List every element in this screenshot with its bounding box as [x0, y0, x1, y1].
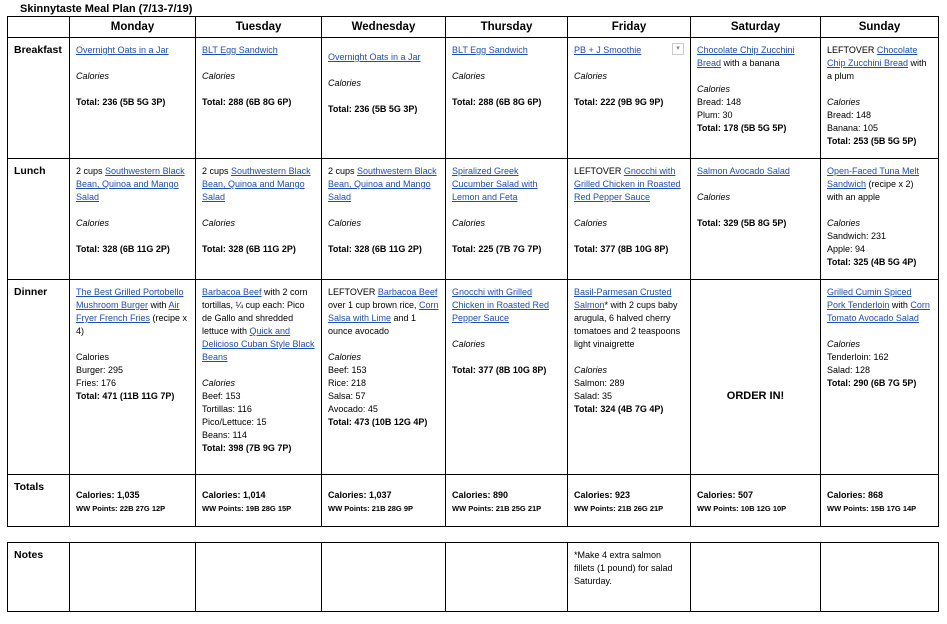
dinner-thursday: [446, 280, 568, 475]
notes-saturday: [691, 543, 821, 612]
row-header-lunch: Lunch: [8, 159, 70, 280]
day-header: Wednesday: [322, 17, 446, 38]
calories-label: Calories: [574, 71, 608, 81]
meal-note: over 1 cup brown rice,: [328, 300, 420, 310]
corner-cell: [8, 17, 70, 38]
dinner-sunday: [821, 280, 939, 475]
meal-total: Total: 471 (11B 11G 7P): [76, 391, 175, 401]
day-calories: Calories: 507: [697, 490, 754, 500]
meal-total: Total: 377 (8B 10G 8P): [574, 244, 669, 254]
calorie-line: Beef: 153: [328, 365, 367, 375]
header-row: [8, 17, 939, 38]
calories-label: Calories: [76, 218, 110, 228]
breakfast-sunday: [821, 38, 939, 159]
ww-points: WW Points: 19B 28G 15P: [202, 504, 292, 513]
calorie-line: Salad: 35: [574, 391, 613, 401]
day-calories: Calories: 923: [574, 490, 631, 500]
leftover-prefix: LEFTOVER: [328, 287, 378, 297]
ww-points: WW Points: 21B 28G 9P: [328, 504, 414, 513]
calories-label: Calories: [827, 218, 861, 228]
calories-label: Calories: [452, 339, 486, 349]
meal-note: (recipe x 4): [76, 313, 188, 336]
calories-label: Calories: [452, 218, 486, 228]
lunch-monday: [70, 159, 196, 280]
recipe-link[interactable]: Chocolate Chip Zucchini Bread: [697, 45, 795, 68]
calories-label: Calories: [574, 218, 608, 228]
day-header: Thursday: [446, 17, 568, 38]
recipe-link[interactable]: Open-Faced Tuna Melt Sandwich: [827, 166, 920, 189]
calories-label: Calories: [827, 339, 861, 349]
recipe-link[interactable]: BLT Egg Sandwich: [452, 45, 528, 55]
ww-points: WW Points: 22B 27G 12P: [76, 504, 166, 513]
totals-tuesday: [196, 475, 322, 527]
calories-label: Calories: [202, 218, 236, 228]
recipe-link[interactable]: Overnight Oats in a Jar: [328, 52, 421, 62]
meal-total: Total: 236 (5B 5G 3P): [328, 104, 418, 114]
lunch-wednesday: [322, 159, 446, 280]
lunch-tuesday: [196, 159, 322, 280]
dinner-tuesday: [196, 280, 322, 475]
recipe-link[interactable]: Spiralized Greek Cucumber Salad with Lemon and Feta: [452, 166, 538, 202]
breakfast-wednesday: [322, 38, 446, 159]
breakfast-saturday: [691, 38, 821, 159]
meal-total: Total: 288 (6B 8G 6P): [452, 97, 542, 107]
meal-total: Total: 473 (10B 12G 4P): [328, 417, 428, 427]
recipe-link[interactable]: Chocolate Chip Zucchini Bread: [827, 45, 918, 68]
day-header: Friday: [568, 17, 691, 38]
meal-total: Total: 398 (7B 9G 7P): [202, 443, 292, 453]
meal-total: Total: 325 (4B 5G 4P): [827, 257, 917, 267]
leftover-prefix: LEFTOVER: [827, 45, 877, 55]
meal-note: with: [148, 300, 169, 310]
dinner-row: [8, 280, 939, 475]
meal-note: with 2 corn tortillas, ¼ cup each: Pico de Gallo and shredded lettuce with: [202, 287, 308, 336]
day-calories: Calories: 868: [827, 490, 884, 500]
calories-label: Calories: [328, 352, 362, 362]
breakfast-thursday: [446, 38, 568, 159]
meal-note: with a plum: [827, 58, 927, 81]
meal-total: Total: 288 (6B 8G 6P): [202, 97, 292, 107]
calorie-line: Tenderloin: 162: [827, 352, 889, 362]
meal-note: * with 2 cups baby arugula, 6 halved cherry tomatoes and 2 teaspoons light vinaigrette: [574, 300, 681, 349]
calorie-line: Bread: 148: [697, 97, 742, 107]
calorie-line: Avocado: 45: [328, 404, 378, 414]
meal-total: Total: 328 (6B 11G 2P): [76, 244, 170, 254]
calories-label: Calories: [202, 71, 236, 81]
lunch-saturday: [691, 159, 821, 280]
row-header-totals: Totals: [8, 475, 70, 527]
calories-label: Calories: [827, 97, 861, 107]
meal-total: Total: 328 (6B 11G 2P): [202, 244, 296, 254]
calorie-line: Banana: 105: [827, 123, 879, 133]
totals-wednesday: [322, 475, 446, 527]
recipe-link[interactable]: Barbacoa Beef: [202, 287, 262, 297]
meal-note: with: [889, 300, 911, 310]
ww-points: WW Points: 10B 12G 10P: [697, 504, 787, 513]
chevron-down-icon[interactable]: ▾: [672, 43, 684, 55]
meal-total: Total: 377 (8B 10G 8P): [452, 365, 547, 375]
day-header: Monday: [70, 17, 196, 38]
recipe-link[interactable]: Grilled Cumin Spiced Pork Tenderloin: [827, 287, 912, 310]
notes-sunday: [821, 543, 939, 612]
meal-total: Total: 253 (5B 5G 5P): [827, 136, 917, 146]
day-calories: Calories: 1,035: [76, 490, 140, 500]
calories-label: Calories: [202, 378, 236, 388]
meal-total: Total: 290 (6B 7G 5P): [827, 378, 917, 388]
order-in-cell: ORDER IN!: [691, 280, 821, 475]
totals-thursday: [446, 475, 568, 527]
lunch-thursday: [446, 159, 568, 280]
lunch-friday: [568, 159, 691, 280]
totals-sunday: [821, 475, 939, 527]
meal-total: Total: 222 (9B 9G 9P): [574, 97, 664, 107]
meal-total: Total: 324 (4B 7G 4P): [574, 404, 664, 414]
calories-label: Calories: [574, 365, 608, 375]
day-header: Tuesday: [196, 17, 322, 38]
calories-label: Calories: [328, 78, 362, 88]
calorie-line: Sandwich: 231: [827, 231, 887, 241]
meal-total: Total: 236 (5B 5G 3P): [76, 97, 166, 107]
dinner-friday: [568, 280, 691, 475]
day-calories: Calories: 890: [452, 490, 509, 500]
calories-label: Calories: [76, 352, 110, 362]
dinner-wednesday: [322, 280, 446, 475]
day-calories: Calories: 1,014: [202, 490, 266, 500]
notes-thursday: [446, 543, 568, 612]
calorie-line: Beans: 114: [202, 430, 247, 440]
breakfast-tuesday: [196, 38, 322, 159]
breakfast-row: [8, 38, 939, 159]
recipe-link[interactable]: Gnocchi with Grilled Chicken in Roasted Red Pepper Sauce: [452, 287, 550, 323]
calorie-line: Plum: 30: [697, 110, 733, 120]
calorie-line: Salmon: 289: [574, 378, 625, 388]
calorie-line: Tortillas: 116: [202, 404, 252, 414]
calories-label: Calories: [697, 192, 731, 202]
recipe-link[interactable]: Gnocchi with Grilled Chicken in Roasted Red Pepper Sauce: [574, 166, 681, 202]
meal-note: and 1 ounce avocado: [328, 313, 417, 336]
day-header: Sunday: [821, 17, 939, 38]
row-header-notes: Notes: [8, 543, 70, 612]
notes-wednesday: [322, 543, 446, 612]
meal-note: with a banana: [721, 58, 780, 68]
portion-prefix: 2 cups: [76, 166, 106, 176]
recipe-link[interactable]: Barbacoa Beef: [377, 287, 438, 297]
breakfast-friday: [568, 38, 691, 159]
row-header-breakfast: Breakfast: [8, 38, 70, 159]
day-calories: Calories: 1,037: [328, 490, 392, 500]
meal-total: Total: 225 (7B 7G 7P): [452, 244, 542, 254]
leftover-prefix: LEFTOVER: [574, 166, 624, 176]
recipe-link[interactable]: Quick and Delicioso Cuban Style Black Beans: [202, 326, 315, 362]
meal-plan-table: [7, 16, 939, 527]
ww-points: WW Points: 21B 26G 21P: [574, 504, 664, 513]
meal-total: Total: 329 (5B 8G 5P): [697, 218, 787, 228]
recipe-link[interactable]: Southwestern Black Bean, Quinoa and Mango Salad: [202, 166, 311, 202]
recipe-link[interactable]: BLT Egg Sandwich: [202, 45, 278, 55]
notes-tuesday: [196, 543, 322, 612]
ww-points: WW Points: 15B 17G 14P: [827, 504, 917, 513]
breakfast-monday: [70, 38, 196, 159]
calorie-line: Pico/Lettuce: 15: [202, 417, 267, 427]
calorie-line: Bread: 148: [827, 110, 872, 120]
notes-monday: [70, 543, 196, 612]
row-header-dinner: Dinner: [8, 280, 70, 475]
recipe-link[interactable]: Overnight Oats in a Jar: [76, 45, 169, 55]
calories-label: Calories: [76, 71, 110, 81]
notes-table: [7, 542, 939, 612]
totals-friday: [568, 475, 691, 527]
recipe-link[interactable]: Southwestern Black Bean, Quinoa and Mango Salad: [328, 166, 437, 202]
calories-label: Calories: [328, 218, 362, 228]
portion-prefix: 2 cups: [202, 166, 232, 176]
calorie-line: Beef: 153: [202, 391, 241, 401]
meal-total: Total: 178 (5B 5G 5P): [697, 123, 787, 133]
calorie-line: Burger: 295: [76, 365, 124, 375]
calorie-line: Fries: 176: [76, 378, 117, 388]
recipe-link[interactable]: Corn Salsa with Lime: [328, 300, 439, 323]
totals-row: [8, 475, 939, 527]
meal-total: Total: 328 (6B 11G 2P): [328, 244, 422, 254]
lunch-sunday: [821, 159, 939, 280]
recipe-link[interactable]: PB + J Smoothie: [574, 45, 642, 55]
totals-saturday: [691, 475, 821, 527]
calorie-line: Rice: 218: [328, 378, 367, 388]
ww-points: WW Points: 21B 25G 21P: [452, 504, 542, 513]
day-header: Saturday: [691, 17, 821, 38]
totals-monday: [70, 475, 196, 527]
calories-label: Calories: [697, 84, 731, 94]
dinner-monday: [70, 280, 196, 475]
recipe-link[interactable]: Corn Tomato Avocado Salad: [827, 300, 930, 323]
page-title: Skinnytaste Meal Plan (7/13-7/19): [20, 3, 193, 15]
portion-prefix: 2 cups: [328, 166, 358, 176]
calories-label: Calories: [452, 71, 486, 81]
calorie-line: Salad: 128: [827, 365, 871, 375]
notes-friday: *Make 4 extra salmon fillets (1 pound) for salad Saturday.: [568, 543, 691, 612]
notes-row: [8, 543, 939, 612]
meal-note: (recipe x 2) with an apple: [827, 179, 914, 202]
recipe-link[interactable]: Southwestern Black Bean, Quinoa and Mango Salad: [76, 166, 185, 202]
calorie-line: Apple: 94: [827, 244, 866, 254]
calorie-line: Salsa: 57: [328, 391, 366, 401]
recipe-link[interactable]: Basil-Parmesan Crusted Salmon: [574, 287, 672, 310]
lunch-row: [8, 159, 939, 280]
recipe-link[interactable]: The Best Grilled Portobello Mushroom Burger: [76, 287, 184, 310]
recipe-link[interactable]: Air Fryer French Fries: [76, 300, 180, 323]
recipe-link[interactable]: Salmon Avocado Salad: [697, 166, 790, 176]
